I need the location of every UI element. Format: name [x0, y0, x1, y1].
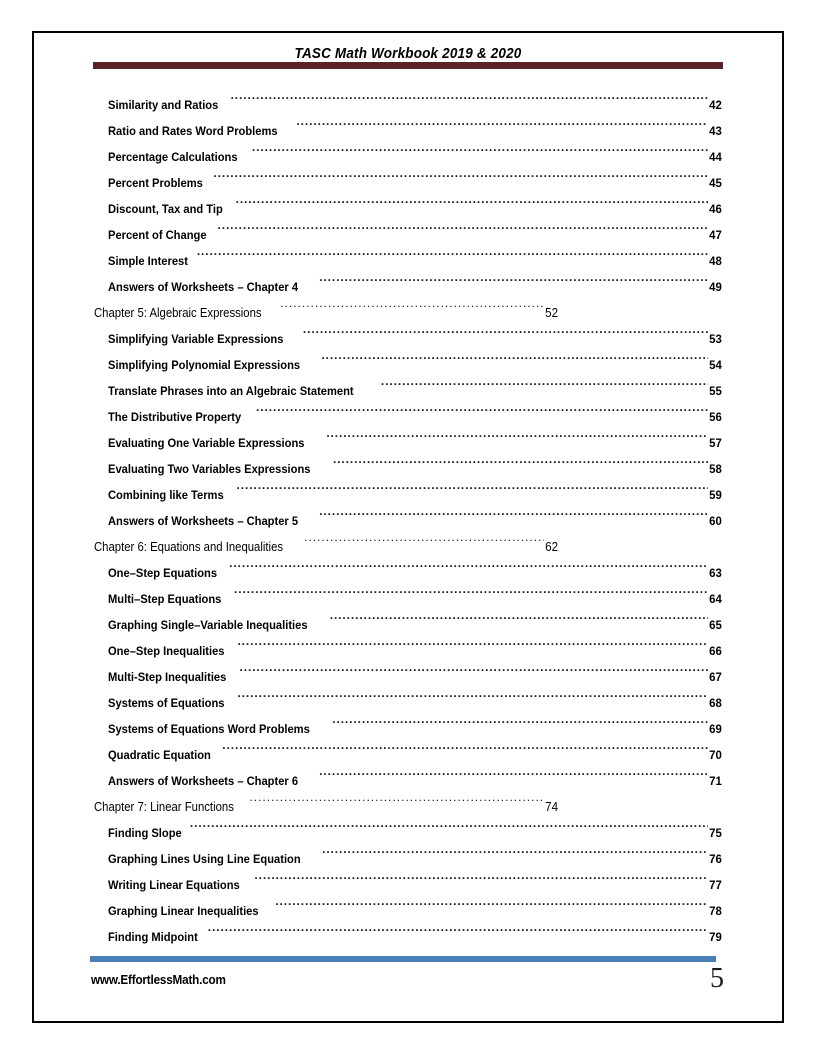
toc-entry-page-number: 79 [709, 930, 722, 944]
toc-entry-label: Multi–Step Equations [108, 592, 222, 606]
toc-entry-page-number: 45 [709, 176, 722, 190]
toc-entry-row[interactable] [0, 274, 816, 300]
toc-entry-row[interactable] [0, 144, 816, 170]
toc-entry-page-number: 63 [709, 566, 722, 580]
toc-leader-dots [229, 565, 708, 577]
toc-leader-dots [217, 227, 708, 239]
toc-entry-row[interactable] [0, 508, 816, 534]
toc-leader-dots [190, 825, 708, 837]
toc-entry-page-number: 60 [709, 514, 722, 528]
toc-entry-row[interactable] [0, 560, 816, 586]
toc-leader-dots [322, 851, 708, 863]
toc-entry-page-number: 46 [709, 202, 722, 216]
toc-entry-row[interactable] [0, 612, 816, 638]
toc-entry-label: Simple Interest [108, 254, 188, 268]
toc-leader-dots [330, 617, 708, 629]
toc-leader-dots [237, 643, 708, 655]
toc-entry-label: Chapter 7: Linear Functions [94, 800, 234, 814]
toc-entry-label: Percent of Change [108, 228, 207, 242]
toc-leader-dots [254, 877, 708, 889]
toc-entry-label: One–Step Inequalities [108, 644, 225, 658]
toc-entry-page-number: 53 [709, 332, 722, 346]
toc-entry-label: Systems of Equations [108, 696, 225, 710]
toc-entry-label: Answers of Worksheets – Chapter 4 [108, 280, 299, 294]
toc-entry-label: Discount, Tax and Tip [108, 202, 223, 216]
toc-entry-label: Graphing Lines Using Line Equation [108, 852, 301, 866]
toc-leader-dots [236, 201, 709, 213]
toc-entry-label: Translate Phrases into an Algebraic Statement [108, 384, 354, 398]
toc-chapter-row[interactable] [0, 794, 816, 820]
toc-entry-page-number: 55 [709, 384, 722, 398]
toc-entry-label: Evaluating One Variable Expressions [108, 436, 305, 450]
footer-divider-rule [90, 956, 716, 962]
toc-entry-row[interactable] [0, 820, 816, 846]
footer-page-number: 5 [710, 963, 724, 994]
toc-entry-page-number: 54 [709, 358, 722, 372]
toc-entry-page-number: 76 [709, 852, 722, 866]
toc-entry-page-number: 47 [709, 228, 722, 242]
toc-leader-dots [256, 409, 708, 421]
toc-leader-dots [237, 695, 708, 707]
toc-entry-row[interactable] [0, 716, 816, 742]
toc-chapter-row[interactable] [0, 300, 816, 326]
toc-entry-row[interactable] [0, 248, 816, 274]
toc-entry-label: Chapter 5: Algebraic Expressions [94, 306, 262, 320]
toc-entry-page-number: 58 [709, 462, 722, 476]
toc-leader-dots [222, 747, 708, 759]
toc-leader-dots [326, 435, 708, 447]
toc-entry-row[interactable] [0, 430, 816, 456]
toc-leader-dots [252, 149, 708, 161]
toc-entry-row[interactable] [0, 326, 816, 352]
toc-leader-dots [296, 123, 708, 135]
toc-leader-dots [231, 97, 709, 109]
toc-leader-dots [319, 279, 708, 291]
toc-leader-dots [237, 487, 709, 499]
toc-entry-page-number: 59 [709, 488, 722, 502]
toc-leader-dots [319, 513, 708, 525]
toc-entry-row[interactable] [0, 404, 816, 430]
toc-entry-row[interactable] [0, 170, 816, 196]
toc-entry-row[interactable] [0, 196, 816, 222]
toc-entry-row[interactable] [0, 118, 816, 144]
toc-entry-label: Finding Midpoint [108, 930, 198, 944]
toc-leader-dots [332, 721, 708, 733]
toc-leader-dots [197, 253, 708, 265]
toc-entry-row[interactable] [0, 664, 816, 690]
toc-entry-page-number: 67 [709, 670, 722, 684]
toc-entry-row[interactable] [0, 924, 816, 950]
page-header [90, 46, 726, 62]
page-title: TASC Math Workbook 2019 & 2020 [294, 46, 522, 62]
toc-leader-dots [249, 798, 544, 811]
toc-entry-page-number: 77 [709, 878, 722, 892]
toc-chapter-row[interactable] [0, 534, 816, 560]
toc-entry-row[interactable] [0, 586, 816, 612]
toc-leader-dots [280, 304, 544, 317]
toc-entry-row[interactable] [0, 638, 816, 664]
footer-website-url: www.EffortlessMath.com [91, 972, 226, 987]
toc-entry-page-number: 43 [709, 124, 722, 138]
toc-entry-page-number: 68 [709, 696, 722, 710]
toc-entry-page-number: 42 [709, 98, 722, 112]
toc-entry-label: Similarity and Ratios [108, 98, 219, 112]
toc-entry-label: Simplifying Variable Expressions [108, 332, 284, 346]
toc-entry-label: Simplifying Polynomial Expressions [108, 358, 301, 372]
toc-entry-row[interactable] [0, 690, 816, 716]
toc-entry-label: One–Step Equations [108, 566, 218, 580]
toc-entry-page-number: 71 [709, 774, 722, 788]
toc-entry-row[interactable] [0, 482, 816, 508]
toc-entry-label: Percent Problems [108, 176, 203, 190]
toc-entry-label: Combining like Terms [108, 488, 224, 502]
toc-entry-label: Answers of Worksheets – Chapter 5 [108, 514, 299, 528]
toc-entry-page-number: 78 [709, 904, 722, 918]
toc-entry-label: Ratio and Rates Word Problems [108, 124, 278, 138]
toc-entry-page-number: 62 [545, 540, 558, 554]
toc-entry-label: Graphing Single–Variable Inequalities [108, 618, 308, 632]
toc-entry-label: Chapter 6: Equations and Inequalities [94, 540, 284, 554]
toc-leader-dots [275, 903, 708, 915]
toc-leader-dots [381, 383, 708, 395]
toc-entry-page-number: 57 [709, 436, 722, 450]
toc-entry-page-number: 49 [709, 280, 722, 294]
toc-entry-row[interactable] [0, 378, 816, 404]
toc-entry-label: Evaluating Two Variables Expressions [108, 462, 311, 476]
toc-entry-label: The Distributive Property [108, 410, 242, 424]
toc-entry-row[interactable] [0, 872, 816, 898]
toc-entry-row[interactable] [0, 742, 816, 768]
toc-entry-row[interactable] [0, 92, 816, 118]
toc-entry-label: Quadratic Equation [108, 748, 211, 762]
toc-entry-label: Finding Slope [108, 826, 182, 840]
toc-entry-page-number: 69 [709, 722, 722, 736]
toc-leader-dots [240, 669, 709, 681]
toc-entry-row[interactable] [0, 222, 816, 248]
toc-entry-label: Graphing Linear Inequalities [108, 904, 259, 918]
toc-entry-row[interactable] [0, 898, 816, 924]
toc-leader-dots [208, 929, 708, 941]
toc-entry-page-number: 56 [709, 410, 722, 424]
toc-leader-dots [321, 357, 708, 369]
toc-entry-label: Systems of Equations Word Problems [108, 722, 310, 736]
toc-entry-row[interactable] [0, 846, 816, 872]
toc-entry-page-number: 74 [545, 800, 558, 814]
toc-leader-dots [213, 175, 708, 187]
toc-entry-label: Percentage Calculations [108, 150, 238, 164]
table-of-contents [0, 92, 816, 950]
toc-entry-page-number: 66 [709, 644, 722, 658]
toc-entry-page-number: 44 [709, 150, 722, 164]
toc-entry-page-number: 75 [709, 826, 722, 840]
toc-entry-label: Answers of Worksheets – Chapter 6 [108, 774, 299, 788]
toc-entry-row[interactable] [0, 456, 816, 482]
toc-entry-page-number: 70 [709, 748, 722, 762]
toc-entry-page-number: 52 [545, 306, 558, 320]
toc-entry-page-number: 65 [709, 618, 722, 632]
header-divider-rule [93, 62, 723, 69]
toc-leader-dots [304, 538, 544, 551]
toc-entry-page-number: 64 [709, 592, 722, 606]
toc-leader-dots [319, 773, 708, 785]
toc-leader-dots [234, 591, 708, 603]
toc-entry-page-number: 48 [709, 254, 722, 268]
toc-entry-row[interactable] [0, 352, 816, 378]
toc-leader-dots [303, 331, 708, 343]
toc-leader-dots [333, 461, 708, 473]
toc-entry-label: Writing Linear Equations [108, 878, 240, 892]
toc-entry-row[interactable] [0, 768, 816, 794]
toc-entry-label: Multi-Step Inequalities [108, 670, 227, 684]
